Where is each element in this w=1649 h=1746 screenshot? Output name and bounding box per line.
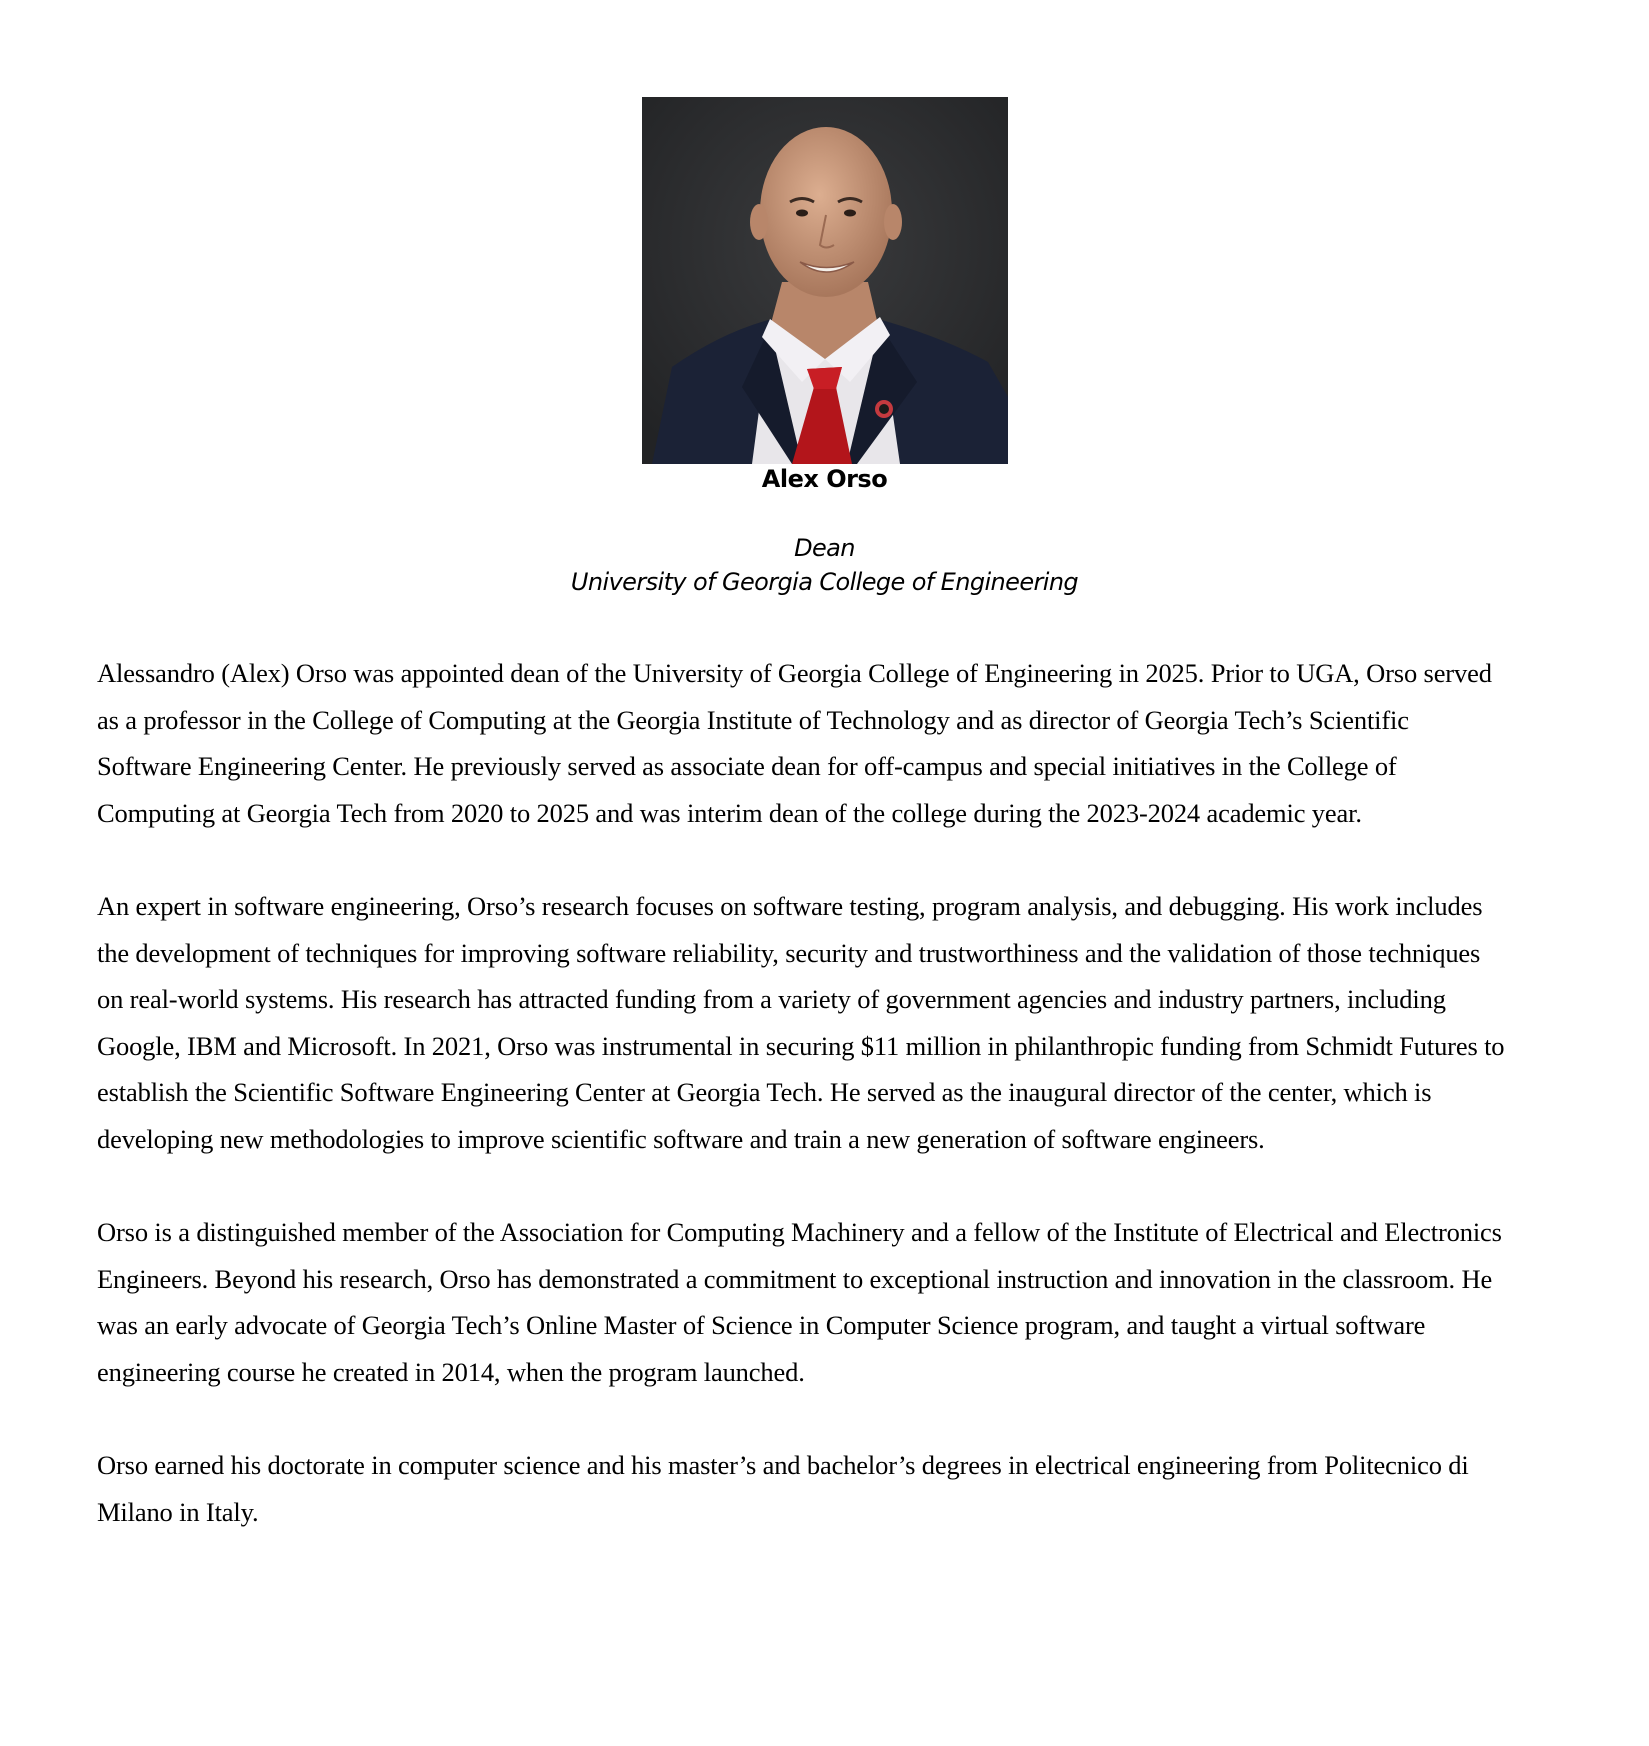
bio-line: Software Engineering Center. He previously served as associate dean for off-campus and special initiatives in the College of (97, 751, 1397, 782)
bio-line: Google, IBM and Microsoft. In 2021, Orso was instrumental in securing $11 million in philanthropic funding from Schmidt Futures to (97, 1030, 1505, 1061)
person-organization: University of Georgia College of Engineering (570, 568, 1079, 596)
bio-line: Alessandro (Alex) Orso was appointed dean of the University of Georgia College of Engineering in 2025. Prior to UGA, Orso served (97, 658, 1492, 688)
bio-paragraph-1 (97, 650, 1577, 836)
bio-line: on real-world systems. His research has attracted funding from a variety of government agencies and industry partners, including (97, 984, 1446, 1015)
bio-line: the development of techniques for improving software reliability, security and trustworthiness and the validation of those techniques (97, 937, 1481, 968)
bio-line: establish the Scientific Software Engineering Center at Georgia Tech. He served as the inaugural director of the center, which is (97, 1077, 1432, 1108)
portrait-illustration (642, 97, 1008, 464)
left-eye (796, 210, 808, 217)
bio-line: developing new methodologies to improve scientific software and train a new generation of software engineers. (97, 1123, 1265, 1154)
bio-line: Orso earned his doctorate in computer science and his master’s and bachelor’s degrees in electrical engineering from Politecnico di (97, 1450, 1469, 1481)
bio-line: was an early advocate of Georgia Tech’s Online Master of Science in Computer Science program, and taught a virtual software (97, 1310, 1426, 1341)
person-name: Alex Orso (761, 465, 888, 493)
right-eye (844, 210, 856, 217)
bio-line: An expert in software engineering, Orso’s research focuses on software testing, program analysis, and debugging. His work includes (97, 890, 1483, 921)
bio-paragraph-4 (97, 1442, 1577, 1535)
bio-line: Computing at Georgia Tech from 2020 to 2025 and was interim dean of the college during the 2023-2024 academic year. (97, 797, 1362, 828)
bio-paragraph-2 (97, 883, 1577, 1163)
bio-line: engineering course he created in 2014, when the program launched. (97, 1356, 805, 1387)
bio-line: as a professor in the College of Computing at the Georgia Institute of Technology and as director of Georgia Tech’s Scientific (97, 704, 1409, 735)
right-ear (884, 204, 902, 240)
portrait-photo (642, 97, 1008, 464)
bio-line: Orso is a distinguished member of the Association for Computing Machinery and a fellow of the Institute of Electrical and Electronics (97, 1217, 1502, 1248)
bio-line: Engineers. Beyond his research, Orso has demonstrated a commitment to exceptional instruction and innovation in the classroom. He (97, 1263, 1493, 1294)
bio-line: Milano in Italy. (97, 1496, 259, 1527)
bio-paragraph-3 (97, 1209, 1577, 1395)
person-role: Dean (794, 534, 855, 562)
left-ear (750, 204, 768, 240)
lapel-pin-center (879, 404, 889, 414)
biography (97, 650, 1577, 1582)
